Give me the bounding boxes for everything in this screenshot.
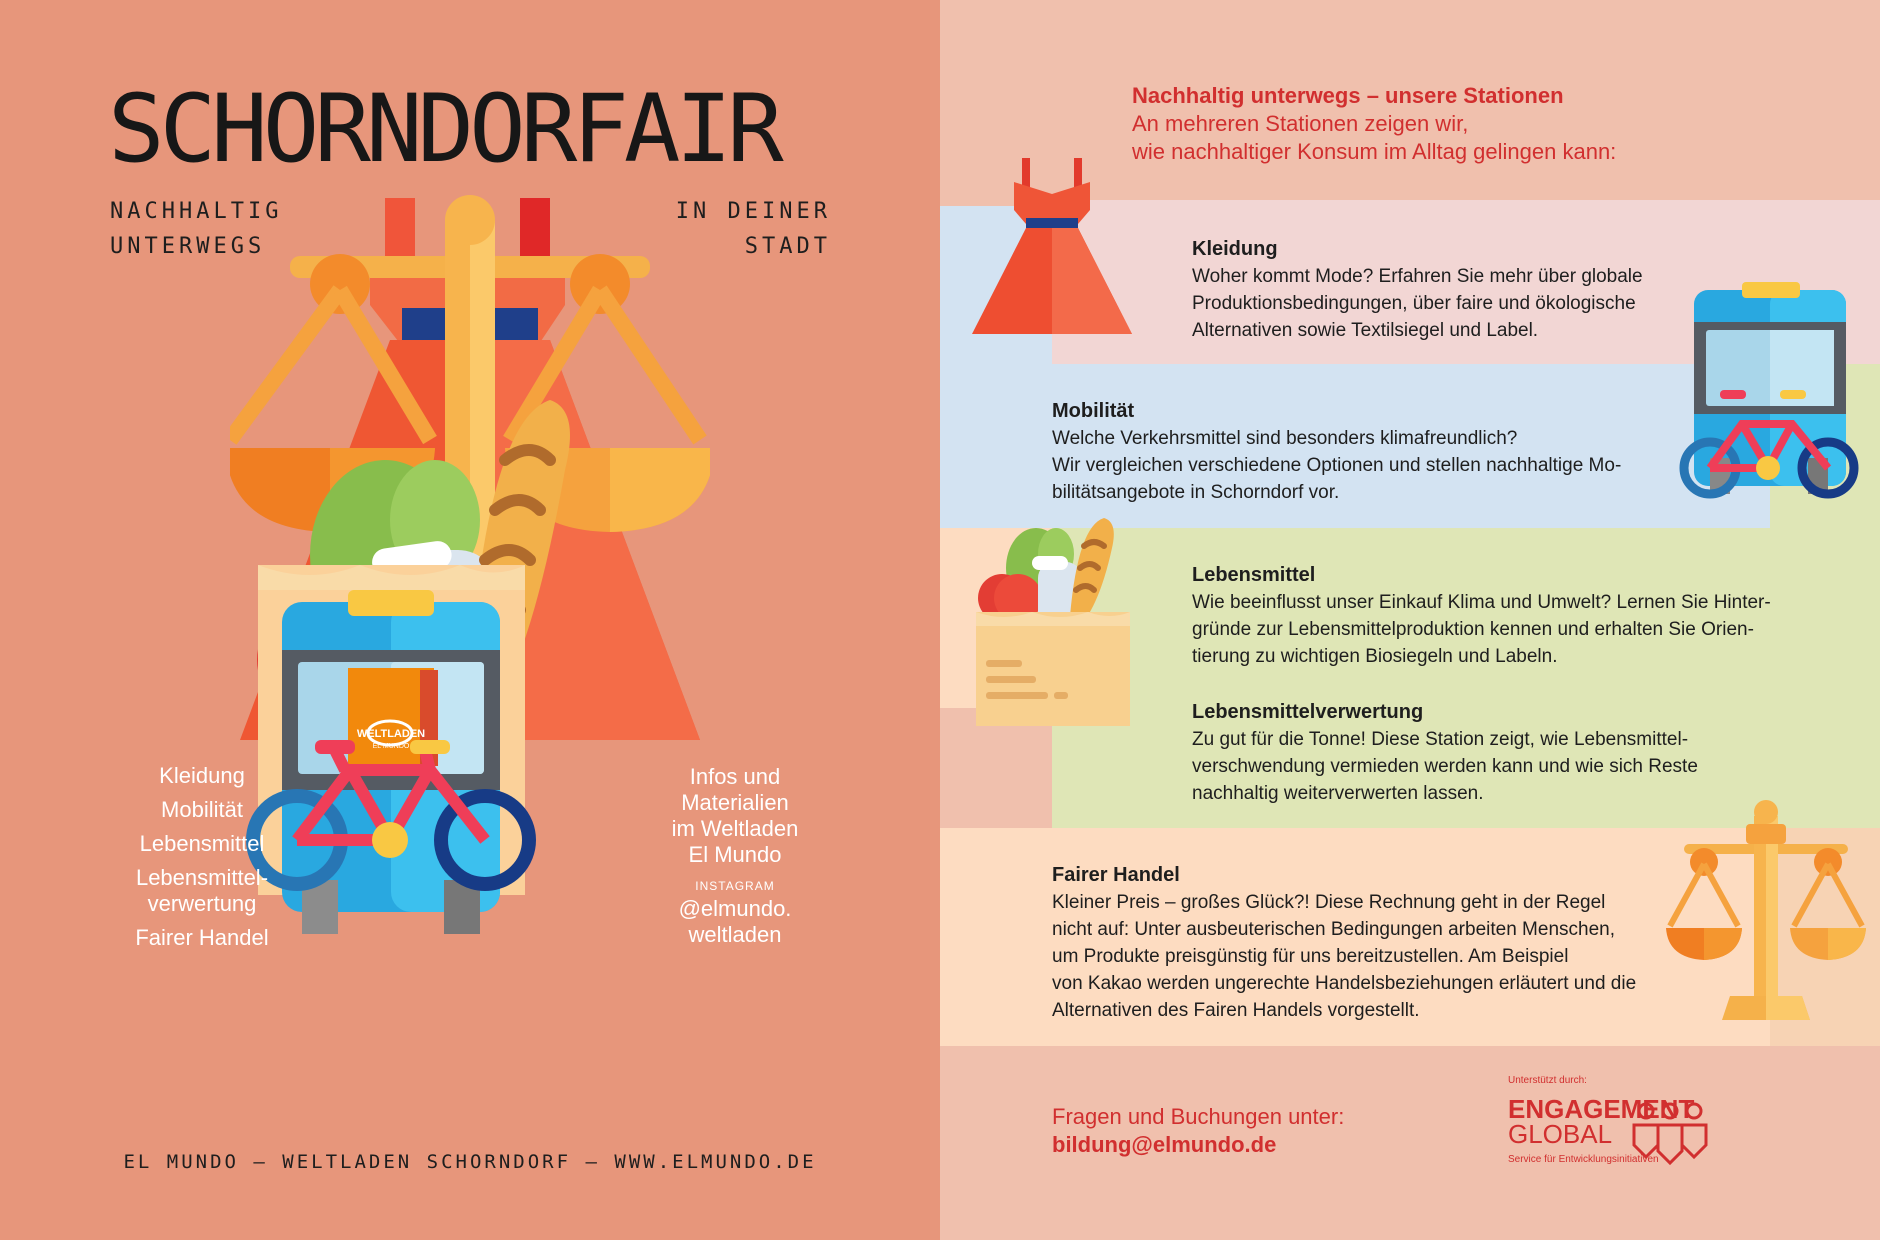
station-fairer-handel-line: nicht auf: Unter ausbeuterischen Bedingungen arbeiten Menschen, [1052,919,1615,940]
poster-station-kleidung: Kleidung [159,763,245,788]
poster-footer: EL MUNDO – WELTLADEN SCHORNDORF – WWW.ELMUNDO.DE [123,1151,817,1173]
station-kleidung-heading: Kleidung [1192,238,1278,260]
poster-station-mobilitaet: Mobilität [161,797,243,822]
poster-title: SCHORNDORFAIR [108,75,779,184]
sponsor-name-1: ENGAGEMENT [1508,1094,1695,1124]
poster-station-verwertung: Lebensmittel- verwertung [135,865,269,916]
station-mobilitaet-heading: Mobilität [1052,400,1135,422]
contact-label: Fragen und Buchungen unter: [1052,1104,1345,1129]
engagement-global-logo-icon [1632,1101,1708,1167]
intro-block [1132,82,1832,166]
instagram-label: INSTAGRAM [695,879,775,893]
poster-subtitle-left: NACHHALTIG UNTERWEGS [110,199,283,259]
station-lebensmittel-line: gründe zur Lebensmittelproduktion kennen und erhalten Sie Orien- [1192,619,1754,640]
poster-info-block [648,764,822,948]
station-verwertung-line: Zu gut für die Tonne! Diese Station zeigt, wie Lebensmittel- [1192,729,1689,750]
station-fairer-handel-line: von Kakao werden ungerechte Handelsbeziehungen erläutert und die [1052,973,1637,994]
station-fairer-handel-line: um Produkte preisgünstig für uns bereitzustellen. Am Beispiel [1052,946,1569,967]
sponsor-block [1508,1075,1828,1165]
station-mobilitaet [1052,398,1692,506]
station-mobilitaet-line: Wir vergleichen verschiedene Optionen und stellen nachhaltige Mo- [1052,455,1622,476]
info-line-4: El Mundo [688,842,782,867]
info-line-1: Infos und [689,764,781,789]
station-verwertung-heading: Lebensmittelverwertung [1192,701,1424,723]
station-fairer-handel-heading: Fairer Handel [1052,864,1180,886]
balance-scale-icon [1662,800,1870,1022]
station-lebensmittel-line: Wie beeinflusst unser Einkauf Klima und Umwelt? Lernen Sie Hinter- [1192,592,1771,613]
poster-station-list [112,763,292,959]
poster-station-lebensmittel: Lebensmittel [139,831,265,856]
station-fairer-handel-line: Kleiner Preis – großes Glück?! Diese Rechnung geht in der Regel [1052,892,1606,913]
poster-illustration-icon [230,190,710,1110]
sponsor-service: Service für Entwicklungsinitiativen [1508,1154,1659,1165]
info-panel [940,0,1880,1240]
intro-line-1: An mehreren Stationen zeigen wir, [1132,111,1469,136]
station-kleidung [1192,236,1752,344]
station-mobilitaet-line: bilitätsangebote in Schorndorf vor. [1052,482,1340,503]
station-kleidung-line: Produktionsbedingungen, über faire und ökologische [1192,293,1636,314]
station-verwertung [1192,699,1752,807]
station-lebensmittel-line: tierung zu wichtigen Biosiegeln und Labeln. [1192,646,1558,667]
sponsor-name-2: GLOBAL [1508,1119,1613,1149]
station-kleidung-line: Alternativen sowie Textilsiegel und Label. [1192,320,1539,341]
contact-email-link[interactable]: bildung@elmundo.de [1052,1132,1277,1157]
station-verwertung-line: nachhaltig weiterverwerten lassen. [1192,783,1484,804]
contact-block [1052,1103,1344,1159]
intro-line-2: wie nachhaltiger Konsum im Alltag gelingen kann: [1132,139,1617,164]
intro-heading: Nachhaltig unterwegs – unsere Stationen [1132,83,1564,108]
weltladen-logo-subtext: EL MUNDO [372,743,410,750]
station-fairer-handel [1052,862,1672,1024]
poster-station-fairer-handel: Fairer Handel [135,925,269,950]
poster-subtitle-right: IN DEINER STADT [675,199,831,259]
instagram-handle-1: @elmundo. [678,896,792,921]
station-lebensmittel-heading: Lebensmittel [1192,564,1316,586]
station-verwertung-line: verschwendung vermieden werden kann und wie sich Reste [1192,756,1698,777]
sponsor-label: Unterstützt durch: [1508,1075,1587,1086]
station-kleidung-line: Woher kommt Mode? Erfahren Sie mehr über globale [1192,266,1643,287]
info-line-3: im Weltladen [671,816,799,841]
instagram-handle-2: weltladen [688,922,782,947]
info-line-2: Materialien [681,790,789,815]
grocery-bag-icon [974,516,1134,728]
dress-icon [970,158,1134,338]
bus-bicycle-icon [1676,282,1862,504]
station-mobilitaet-line: Welche Verkehrsmittel sind besonders klimafreundlich? [1052,428,1518,449]
station-fairer-handel-line: Alternativen des Fairen Handels vorgestellt. [1052,1000,1420,1021]
weltladen-logo-text: WELTLADEN [356,728,426,740]
station-lebensmittel [1192,562,1792,670]
